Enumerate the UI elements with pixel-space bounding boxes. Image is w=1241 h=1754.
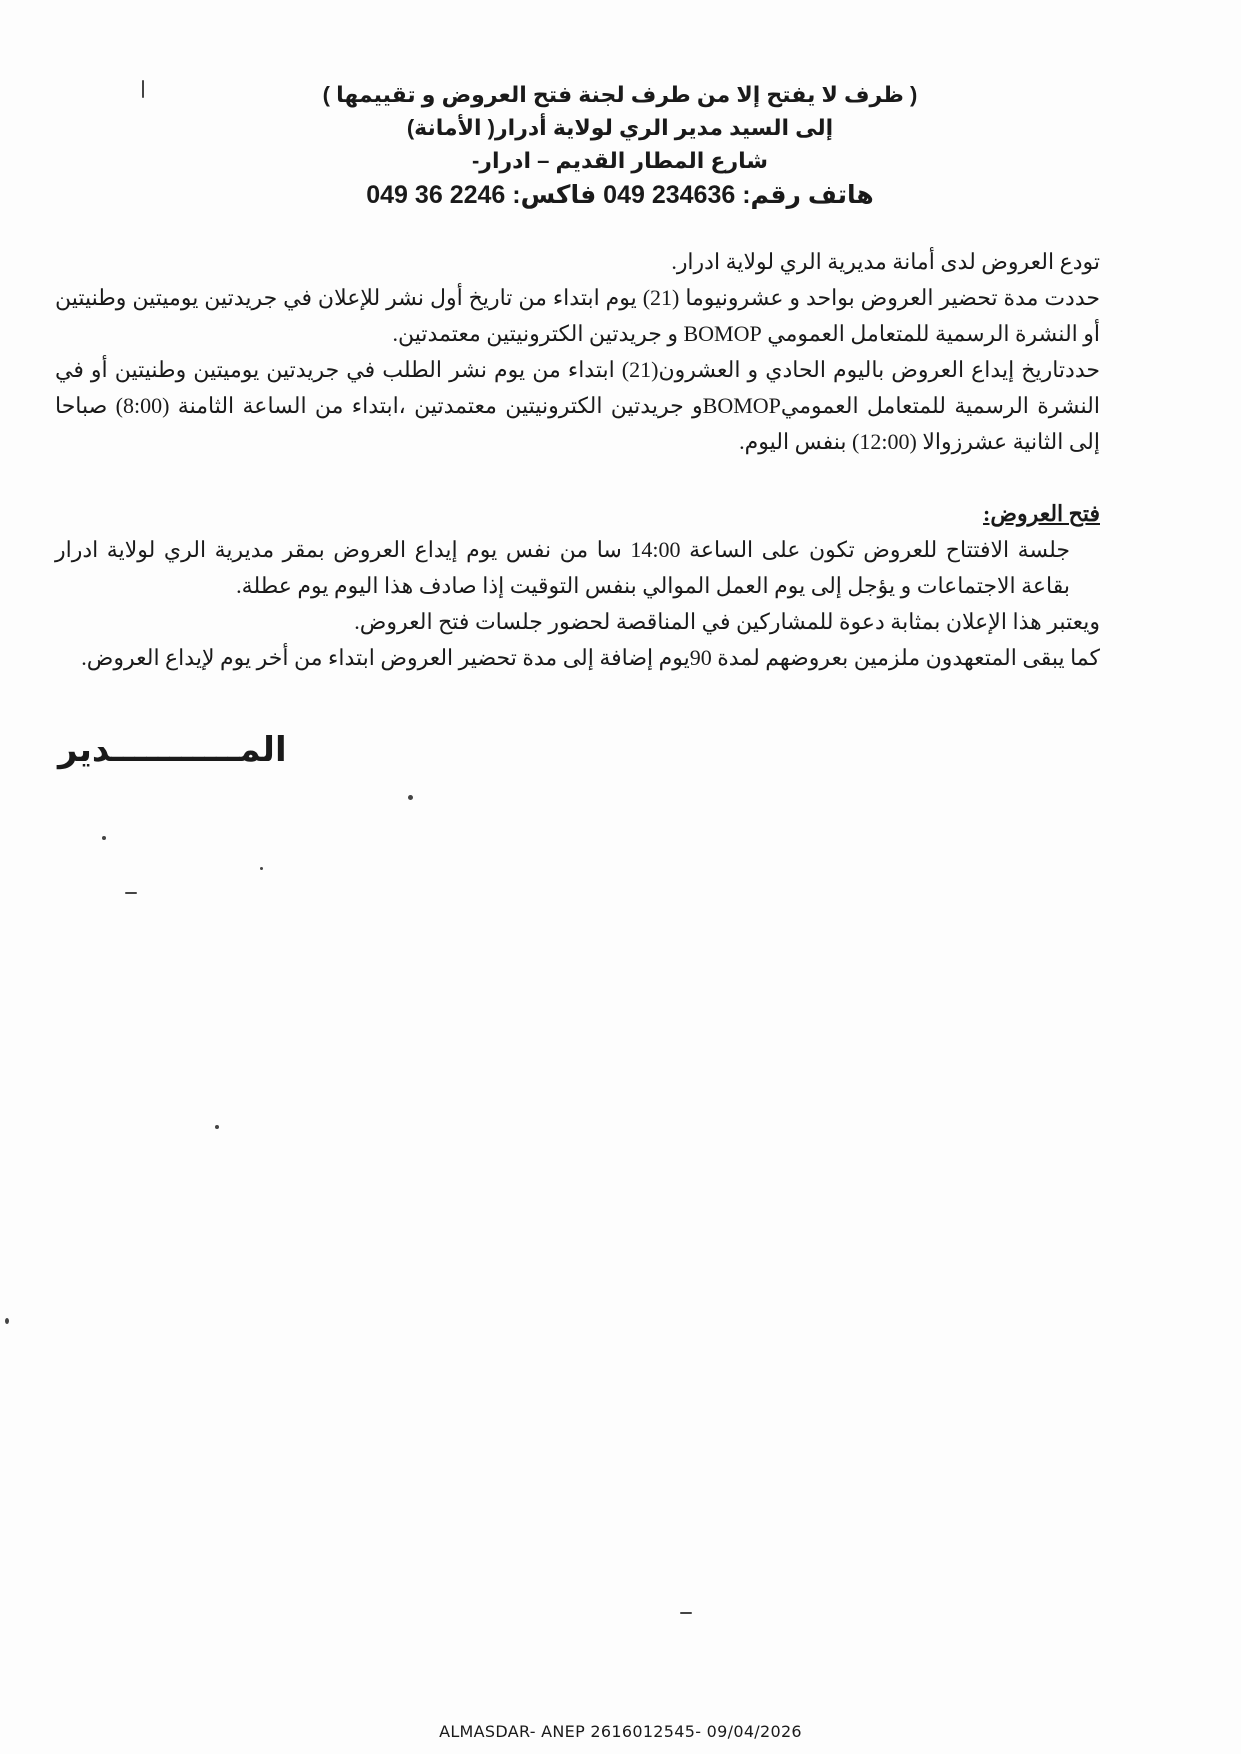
header-envelope-note: ( ظرف لا يفتح إلا من طرف لجنة فتح العروض و تقييمها ) bbox=[322, 82, 918, 107]
document-body bbox=[55, 244, 1100, 676]
scan-speck bbox=[102, 836, 106, 840]
paragraph-opening-session: جلسة الافتتاح للعروض تكون على الساعة 14:00 سا من نفس يوم إيداع العروض بمقر مديرية الري لولاية ادرار بقاعة الاجتماعات و يؤجل إلى يوم العمل الموالي بنفس التوقيت إذا صادف هذا اليوم يوم عطلة. bbox=[55, 537, 1070, 598]
paragraph-preparation-period: حددت مدة تحضير العروض بواحد و عشرونيوما (21) يوم ابتداء من تاريخ أول نشر للإعلان في جريدتين يوميتين وطنيتين أو النشرة الرسمية للمتعامل العمومي BOMOP و جريدتين الكترونيتين معتمدتين. bbox=[55, 285, 1100, 346]
header-address: شارع المطار القديم – ادرار- bbox=[471, 148, 769, 173]
paragraph-validity-period: كما يبقى المتعهدون ملزمين بعروضهم لمدة 90يوم إضافة إلى مدة تحضير العروض ابتداء من أخر يوم لإيداع العروض. bbox=[81, 645, 1100, 670]
signature-director: المـــــــــــدير bbox=[58, 731, 287, 769]
scan-speck bbox=[5, 1318, 9, 1324]
paragraph-deposit-location: تودع العروض لدى أمانة مديرية الري لولاية ادرار. bbox=[671, 249, 1100, 274]
scan-speck bbox=[260, 867, 263, 870]
paragraph-deposit-date: حددتاريخ إيداع العروض باليوم الحادي و العشرون(21) ابتداء من يوم نشر الطلب في جريدتين يوميتين وطنيتين أو في النشرة الرسمية للمتعامل العموميBOMOPو جريدتين الكترونيتين معتمدتين ،ابتداء من الساعة الثامنة (8:00) صباحا إلى الثانية عشرزوالا (12:00) بنفس اليوم. bbox=[55, 357, 1100, 454]
header-addressee: إلى السيد مدير الري لولاية أدرار( الأمانة) bbox=[406, 115, 834, 140]
scan-speck bbox=[680, 1612, 692, 1614]
scan-speck bbox=[215, 1125, 219, 1129]
scan-speck bbox=[125, 892, 137, 894]
scan-speck bbox=[142, 80, 144, 98]
scan-speck bbox=[408, 795, 413, 800]
section-title-opening: فتح العروض: bbox=[983, 501, 1100, 526]
page-footer-reference: ALMASDAR- ANEP 2616012545- 09/04/2026 bbox=[439, 1722, 802, 1741]
paragraph-invitation: ويعتبر هذا الإعلان بمثابة دعوة للمشاركين في المناقصة لحضور جلسات فتح العروض. bbox=[354, 609, 1100, 634]
document-header bbox=[200, 78, 1040, 212]
header-phone-fax: هاتف رقم: 234636 049 فاكس: 2246 36 049 bbox=[366, 181, 874, 209]
